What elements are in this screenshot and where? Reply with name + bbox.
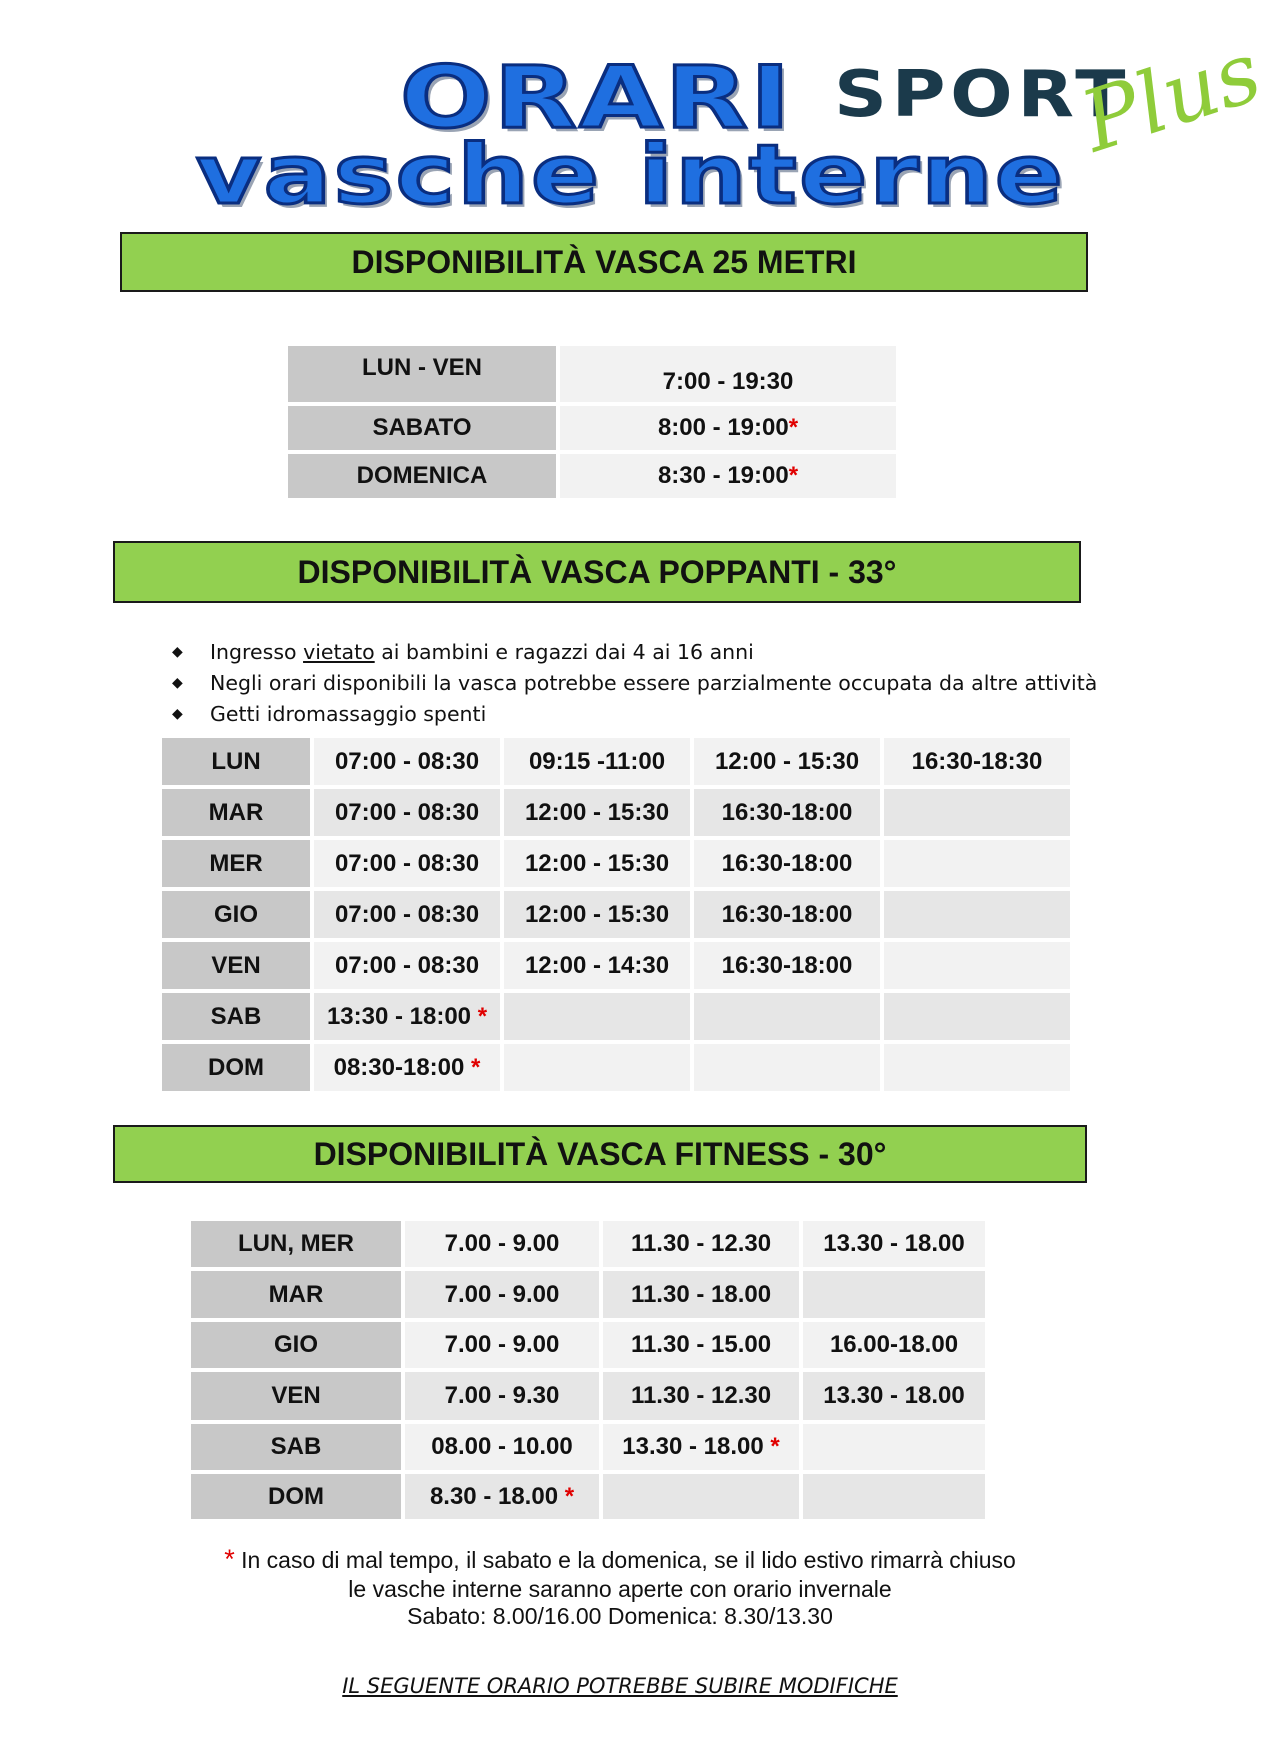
- time-slot-cell: [884, 789, 1070, 836]
- diamond-bullet-icon: ◆: [172, 643, 183, 660]
- time-slot-value: 13:30 - 18:00: [326, 1002, 472, 1030]
- time-slot-cell: [314, 1044, 500, 1091]
- table-row: [288, 454, 896, 498]
- day-label: MER: [162, 840, 310, 887]
- day-label: MAR: [162, 789, 310, 836]
- footer-note-line1: [0, 1545, 1240, 1575]
- time-slot-cell: [405, 1322, 599, 1368]
- time-slot-cell: [884, 942, 1070, 989]
- time-slot-cell: [405, 1372, 599, 1420]
- time-slot-cell: [884, 738, 1070, 785]
- hours-value: 8:30 - 19:00: [657, 462, 789, 489]
- time-slot-value: 11.30 - 18.00: [630, 1280, 772, 1308]
- baby-pool-schedule-table: [158, 734, 1074, 1095]
- time-slot-value: 09:15 -11:00: [528, 747, 666, 775]
- time-slot-cell: [314, 942, 500, 989]
- time-slot-cell: [603, 1271, 799, 1318]
- list-item-text-emphasis: vietato: [303, 639, 375, 664]
- asterisk-mark: *: [788, 462, 799, 489]
- time-slot-cell: [803, 1372, 985, 1420]
- table-row: [162, 1044, 1070, 1091]
- time-slot-cell: [694, 789, 880, 836]
- time-slot-value: 7.00 - 9.00: [444, 1280, 560, 1308]
- time-slot-value: 12:00 - 15:30: [524, 900, 670, 928]
- list-item-text-pre: Ingresso: [210, 639, 304, 664]
- time-slot-cell: [803, 1221, 985, 1267]
- day-label: LUN: [162, 738, 310, 785]
- logo-sport-text: SPORT: [834, 58, 1131, 132]
- time-slot-cell: [803, 1271, 985, 1318]
- time-slot-value: 08:30-18:00: [333, 1053, 465, 1081]
- section-heading-fitness-pool: DISPONIBILITÀ VASCA FITNESS - 30°: [113, 1125, 1087, 1183]
- time-slot-value: 07:00 - 08:30: [334, 849, 480, 877]
- asterisk-mark: *: [788, 414, 799, 441]
- time-slot-cell: [504, 1044, 690, 1091]
- page-title-line2: vasche interne: [196, 128, 1066, 223]
- time-slot-cell: [314, 891, 500, 938]
- time-slot-value: 07:00 - 08:30: [334, 798, 480, 826]
- time-slot-cell: [884, 1044, 1070, 1091]
- time-slot-cell: [603, 1322, 799, 1368]
- table-row: [162, 891, 1070, 938]
- table-row: [162, 789, 1070, 836]
- day-label: GIO: [162, 891, 310, 938]
- time-slot-cell: [504, 840, 690, 887]
- time-slot-cell: [504, 789, 690, 836]
- time-slot-cell: [884, 993, 1070, 1040]
- list-item: [168, 636, 1097, 667]
- day-label: MAR: [191, 1271, 401, 1318]
- day-label: LUN, MER: [191, 1221, 401, 1267]
- table-row: [191, 1474, 985, 1519]
- time-slot-value: 13.30 - 18.00: [622, 1433, 764, 1460]
- time-slot-value: 07:00 - 08:30: [334, 747, 480, 775]
- asterisk-mark: *: [464, 1053, 481, 1081]
- time-slot-value: 13.30 - 18.00: [823, 1382, 965, 1409]
- table-row: [191, 1221, 985, 1267]
- table-row: [288, 346, 896, 402]
- day-label: DOMENICA: [288, 454, 556, 498]
- time-slot-value: 16:30-18:00: [721, 951, 853, 979]
- time-slot-value: 12:00 - 15:30: [524, 798, 670, 826]
- time-slot-value: 12:00 - 15:30: [524, 849, 670, 877]
- time-slot-cell: [603, 1372, 799, 1420]
- time-slot-cell: [405, 1424, 599, 1470]
- time-slot-value: 08.00 - 10.00: [431, 1433, 573, 1460]
- time-slot-cell: [405, 1474, 599, 1519]
- time-slot-cell: [314, 840, 500, 887]
- time-slot-cell: [694, 738, 880, 785]
- time-slot-cell: [694, 993, 880, 1040]
- time-slot-cell: [803, 1474, 985, 1519]
- time-slot-value: 11.30 - 12.30: [630, 1382, 772, 1409]
- time-slot-value: 7.00 - 9.30: [444, 1382, 560, 1409]
- hours-cell: [560, 346, 896, 402]
- time-slot-cell: [694, 942, 880, 989]
- time-slot-cell: [694, 840, 880, 887]
- time-slot-cell: [504, 942, 690, 989]
- time-slot-value: 16:30-18:00: [721, 798, 853, 826]
- day-label: SAB: [191, 1424, 401, 1470]
- time-slot-cell: [504, 891, 690, 938]
- list-item-text: [210, 702, 486, 726]
- table-row: [162, 993, 1070, 1040]
- day-label: VEN: [162, 942, 310, 989]
- time-slot-cell: [504, 993, 690, 1040]
- day-label: SABATO: [288, 406, 556, 450]
- time-slot-cell: [803, 1424, 985, 1470]
- footer-note-line3: Sabato: 8.00/16.00 Domenica: 8.30/13.30: [407, 1603, 833, 1629]
- time-slot-cell: [603, 1474, 799, 1519]
- hours-value: 7:00 - 19:30: [662, 368, 794, 395]
- table-row: [162, 942, 1070, 989]
- time-slot-value: 7.00 - 9.00: [444, 1230, 560, 1257]
- time-slot-cell: [694, 891, 880, 938]
- day-label: GIO: [191, 1322, 401, 1368]
- list-item-text-pre: Getti idromassaggio spenti: [210, 701, 487, 726]
- section-heading-pool25: DISPONIBILITÀ VASCA 25 METRI: [120, 232, 1088, 292]
- time-slot-value: 07:00 - 08:30: [334, 900, 480, 928]
- asterisk-mark: *: [471, 1002, 488, 1030]
- table-row: [191, 1372, 985, 1420]
- time-slot-value: 11.30 - 15.00: [630, 1331, 772, 1358]
- day-label: LUN - VEN: [288, 346, 556, 402]
- table-row: [191, 1271, 985, 1318]
- list-item-text-post: ai bambini e ragazzi dai 4 ai 16 anni: [374, 639, 754, 664]
- time-slot-cell: [694, 1044, 880, 1091]
- list-item-text-pre: Negli orari disponibili la vasca potrebbe essere parzialmente occupata da altre attività: [210, 670, 1098, 695]
- hours-cell: [560, 454, 896, 498]
- footer-text-line1: In caso di mal tempo, il sabato e la domenica, se il lido estivo rimarrà chiuso: [234, 1547, 1016, 1573]
- sport-plus-logo: [834, 22, 1272, 190]
- time-slot-cell: [314, 738, 500, 785]
- time-slot-value: 07:00 - 08:30: [334, 951, 480, 979]
- logo-plus-text: Plus: [1070, 22, 1272, 172]
- diamond-bullet-icon: ◆: [172, 674, 183, 691]
- time-slot-value: 12:00 - 14:30: [524, 951, 670, 979]
- time-slot-cell: [603, 1221, 799, 1267]
- schedule-change-notice: IL SEGUENTE ORARIO POTREBBE SUBIRE MODIFICHE: [342, 1674, 898, 1698]
- list-item-text: [210, 671, 1097, 695]
- time-slot-value: 11.30 - 12.30: [630, 1230, 772, 1257]
- time-slot-cell: [603, 1424, 799, 1470]
- footer-star: *: [224, 1544, 235, 1574]
- time-slot-value: 8.30 - 18.00: [429, 1482, 559, 1510]
- time-slot-cell: [314, 789, 500, 836]
- time-slot-value: 16:30-18:00: [721, 900, 853, 928]
- fitness-pool-schedule-table: [187, 1217, 989, 1523]
- table-row: [191, 1424, 985, 1470]
- time-slot-cell: [803, 1322, 985, 1368]
- time-slot-cell: [884, 891, 1070, 938]
- time-slot-value: 12:00 - 15:30: [714, 747, 860, 775]
- day-label: SAB: [162, 993, 310, 1040]
- list-item: [168, 667, 1097, 698]
- list-item-text: [210, 640, 754, 664]
- time-slot-value: 16:30-18:00: [721, 849, 853, 877]
- time-slot-cell: [405, 1221, 599, 1267]
- baby-pool-rules-list: [168, 636, 1097, 729]
- time-slot-cell: [504, 738, 690, 785]
- day-label: DOM: [191, 1474, 401, 1519]
- hours-cell: [560, 406, 896, 450]
- pool25-schedule-table: [284, 342, 900, 502]
- hours-value: 8:00 - 19:00: [657, 414, 789, 441]
- table-row: [288, 406, 896, 450]
- time-slot-value: 16:30-18:30: [911, 747, 1043, 775]
- day-label: DOM: [162, 1044, 310, 1091]
- time-slot-value: 16.00-18.00: [829, 1331, 959, 1358]
- list-item: [168, 698, 1097, 729]
- section-heading-baby-pool: DISPONIBILITÀ VASCA POPPANTI - 33°: [113, 541, 1081, 603]
- time-slot-value: 7.00 - 9.00: [444, 1331, 560, 1358]
- table-row: [191, 1322, 985, 1368]
- table-row: [162, 840, 1070, 887]
- day-label: VEN: [191, 1372, 401, 1420]
- time-slot-value: 13.30 - 18.00: [823, 1230, 965, 1257]
- page-title-line1: ORARI: [400, 48, 793, 148]
- footer-note-line2: le vasche interne saranno aperte con orario invernale: [348, 1576, 892, 1602]
- asterisk-mark: *: [763, 1433, 780, 1460]
- table-row: [162, 738, 1070, 785]
- diamond-bullet-icon: ◆: [172, 705, 183, 722]
- asterisk-mark: *: [558, 1482, 575, 1510]
- time-slot-cell: [314, 993, 500, 1040]
- time-slot-cell: [884, 840, 1070, 887]
- time-slot-cell: [405, 1271, 599, 1318]
